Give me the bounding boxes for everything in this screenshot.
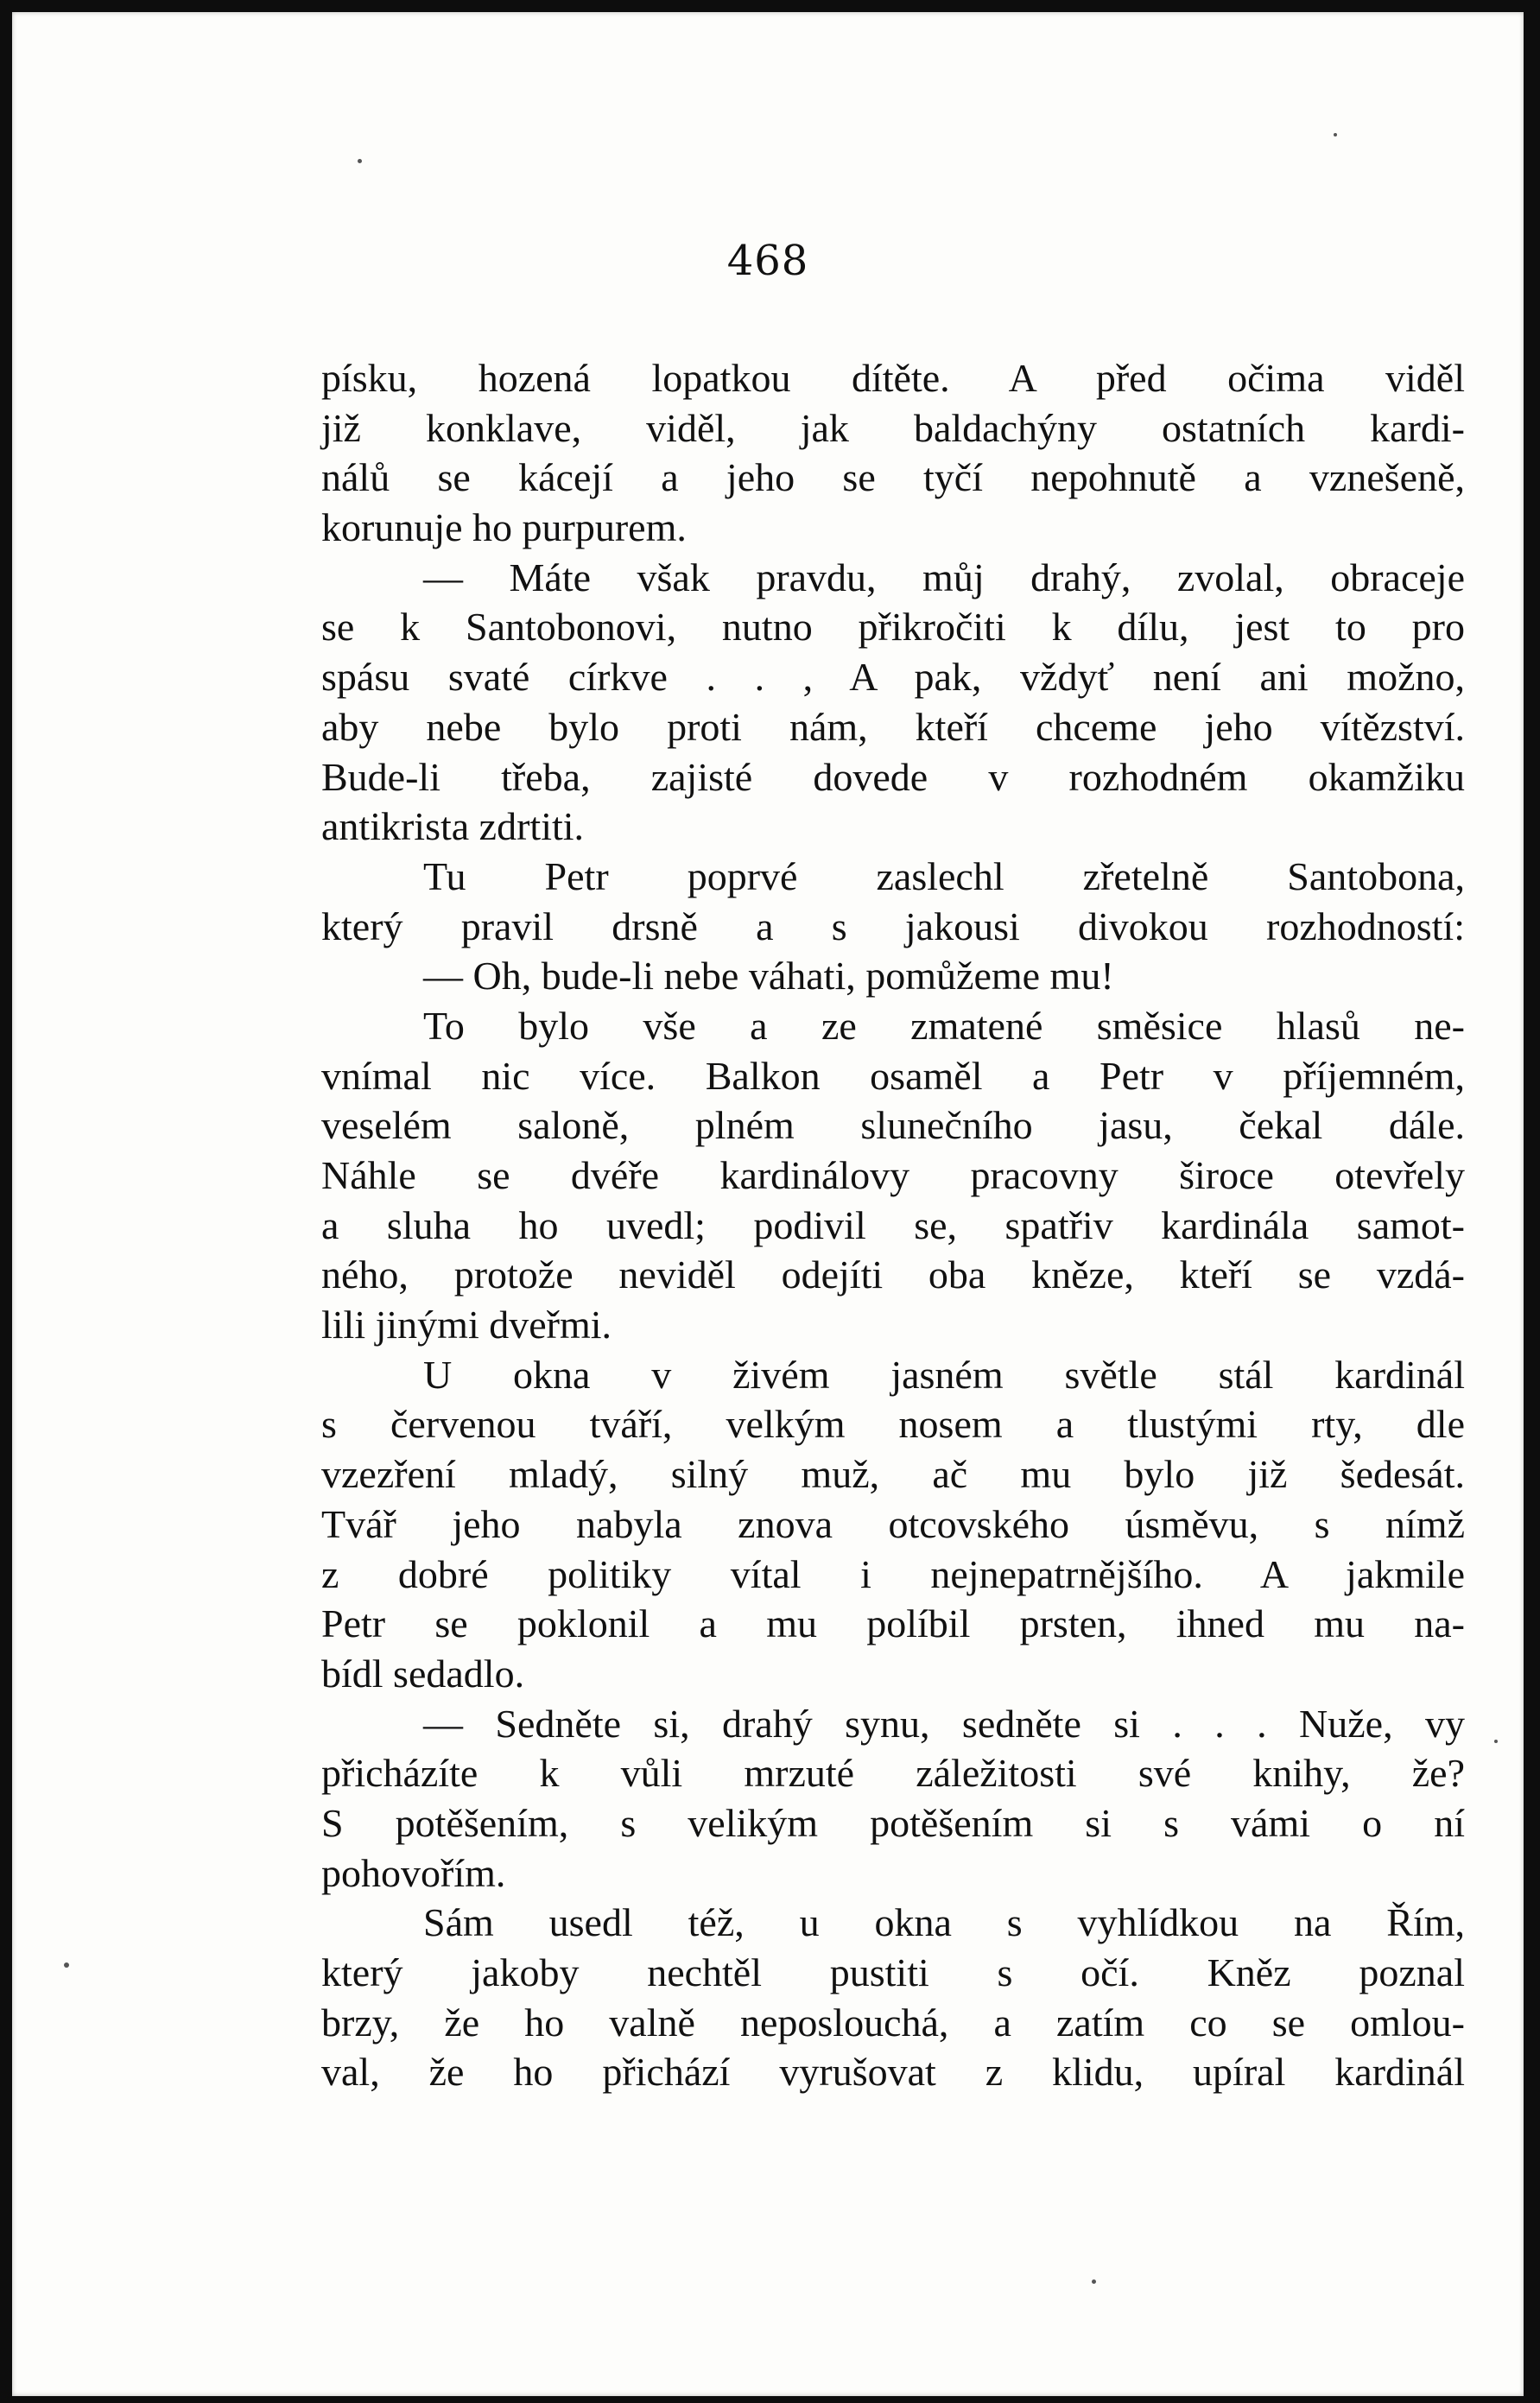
text-line: val, že ho přichází vyrušovat z klidu, upíral kardinál bbox=[321, 2050, 1465, 2095]
text-line: Tvář jeho nabyla znova otcovského úsměvu, s nímž bbox=[321, 1501, 1465, 1546]
text-line: — Sedněte si, drahý synu, sedněte si . . . Nuže, vy bbox=[423, 1701, 1465, 1746]
text-line: který pravil drsně a s jakousi divokou rozhodností: bbox=[321, 904, 1465, 948]
ink-speck bbox=[1092, 2279, 1096, 2284]
text-line: Bude-li třeba, zajisté dovede v rozhodném okamžiku bbox=[321, 754, 1465, 799]
text-line: — Oh, bude-li nebe váhati, pomůžeme mu! bbox=[423, 954, 1114, 999]
text-line: veselém saloně, plném slunečního jasu, čekal dále. bbox=[321, 1103, 1465, 1148]
text-line: se k Santobonovi, nutno přikročiti k dílu, jest to pro bbox=[321, 605, 1465, 650]
text-line: Tu Petr poprvé zaslechl zřetelně Santobona, bbox=[423, 853, 1465, 898]
text-line: U okna v živém jasném světle stál kardinál bbox=[423, 1352, 1465, 1397]
text-line: lili jinými dveřmi. bbox=[321, 1303, 612, 1347]
text-line: Sám usedl též, u okna s vyhlídkou na Řím, bbox=[423, 1900, 1465, 1945]
text-line: aby nebe bylo proti nám, kteří chceme jeho vítězství. bbox=[321, 704, 1465, 749]
book-page bbox=[12, 12, 1524, 2396]
text-line: S potěšením, s velikým potěšením si s vámi o ní bbox=[321, 1800, 1465, 1845]
ink-speck bbox=[358, 159, 362, 163]
text-line: vnímal nic více. Balkon osaměl a Petr v příjemném, bbox=[321, 1053, 1465, 1098]
text-line: To bylo vše a ze zmatené směsice hlasů ne- bbox=[423, 1003, 1465, 1048]
text-line: pohovořím. bbox=[321, 1850, 506, 1895]
text-line: s červenou tváří, velkým nosem a tlustými rty, dle bbox=[321, 1402, 1465, 1447]
text-line: vzezření mladý, silný muž, ač mu bylo již šedesát. bbox=[321, 1452, 1465, 1497]
text-line: již konklave, viděl, jak baldachýny ostatních kardi- bbox=[321, 405, 1465, 450]
text-line: z dobré politiky vítal i nejnepatrnějšího. A jakmile bbox=[321, 1551, 1465, 1596]
text-line: přicházíte k vůli mrzuté záležitosti své knihy, že? bbox=[321, 1751, 1465, 1796]
ink-speck bbox=[1334, 133, 1337, 136]
ink-speck bbox=[64, 1962, 69, 1968]
text-line: ného, protože neviděl odejíti oba kněze, kteří se vzdá- bbox=[321, 1252, 1465, 1297]
text-line: antikrista zdrtiti. bbox=[321, 804, 585, 849]
text-line: a sluha ho uvedl; podivil se, spatřiv kardinála samot- bbox=[321, 1202, 1465, 1247]
body-text bbox=[321, 353, 1465, 2097]
text-line: Náhle se dvéře kardinálovy pracovny široce otevřely bbox=[321, 1153, 1465, 1197]
page-number: 468 bbox=[726, 237, 809, 285]
ink-speck bbox=[1494, 1740, 1498, 1743]
text-line: nálů se kácejí a jeho se tyčí nepohnutě a vznešeně, bbox=[321, 455, 1465, 500]
text-line: Petr se poklonil a mu políbil prsten, ihned mu na- bbox=[321, 1601, 1465, 1646]
text-line: korunuje ho purpurem. bbox=[321, 505, 687, 550]
text-line: brzy, že ho valně neposlouchá, a zatím co se omlou- bbox=[321, 2000, 1465, 2045]
text-line: spásu svaté církve . . , A pak, vždyť není ani možno, bbox=[321, 655, 1465, 700]
text-line: který jakoby nechtěl pustiti s očí. Kněz poznal bbox=[321, 1950, 1465, 1994]
text-line: bídl sedadlo. bbox=[321, 1651, 525, 1696]
text-line: písku, hozená lopatkou dítěte. A před očima viděl bbox=[321, 356, 1465, 400]
text-line: — Máte však pravdu, můj drahý, zvolal, obraceje bbox=[423, 555, 1465, 599]
